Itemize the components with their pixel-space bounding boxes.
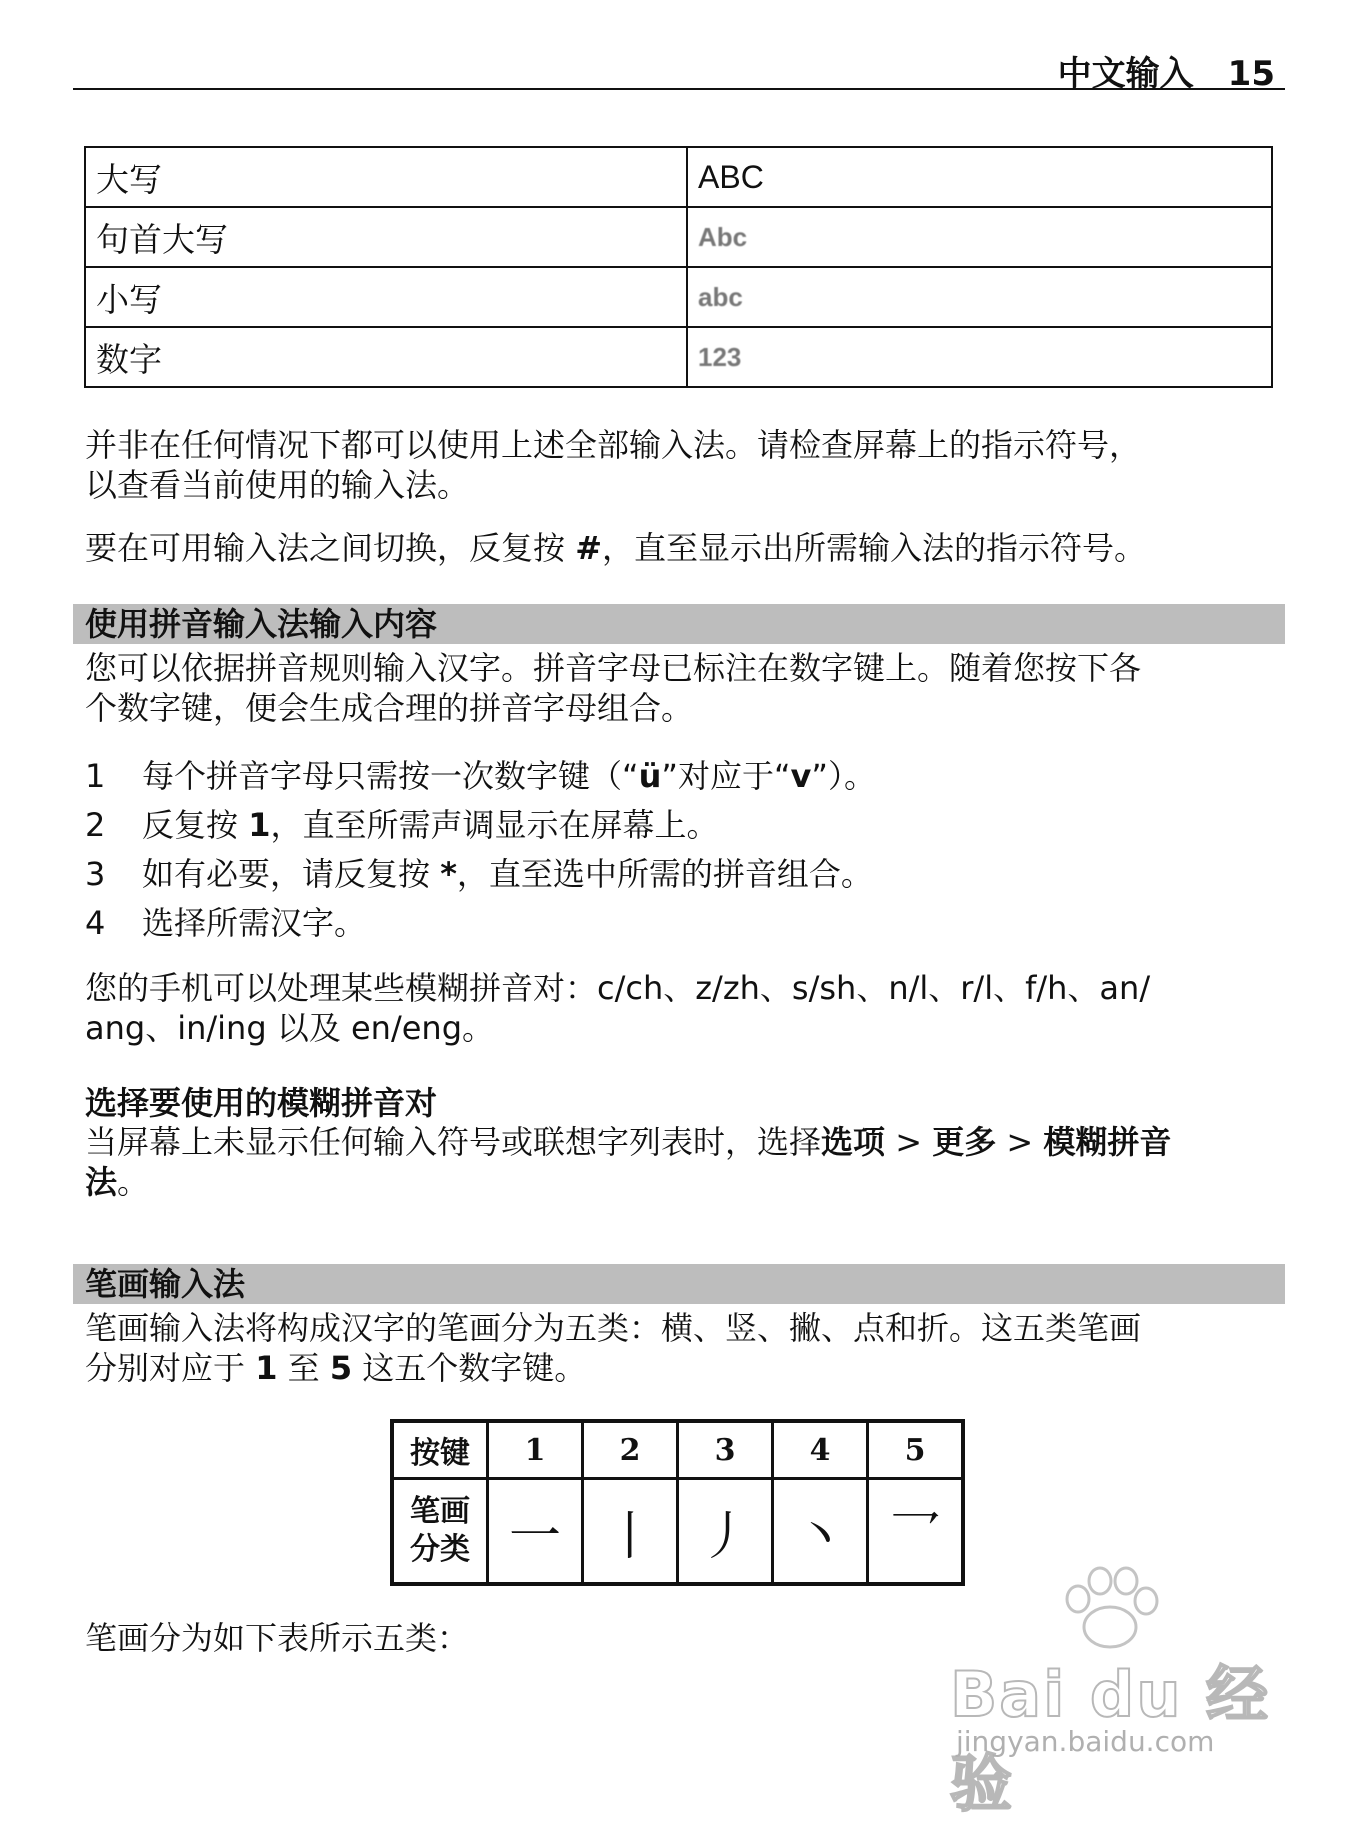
- key-cell: 1: [488, 1421, 583, 1479]
- stroke-key-table: [390, 1419, 965, 1586]
- mode-indicator: abc: [687, 267, 1272, 327]
- step-text: 选择所需汉字。: [142, 904, 367, 942]
- text-span: 当屏幕上未显示任何输入符号或联想字列表时，选择: [85, 1123, 822, 1161]
- text-span: 。: [117, 1163, 150, 1201]
- stroke-cell: 丶: [773, 1479, 868, 1585]
- text-line: 个数字键，便会生成合理的拼音字母组合。: [85, 689, 694, 727]
- mode-label: 大写: [85, 147, 687, 207]
- key-hash: #: [575, 529, 602, 567]
- menu-option-options: 选项: [821, 1123, 886, 1161]
- text-span: ”对应于“: [661, 757, 791, 795]
- stroke-section-title: 笔画输入法: [73, 1264, 1285, 1304]
- fuzzy-pinyin-note: [85, 968, 1285, 1048]
- stroke-header: [392, 1479, 488, 1585]
- text-span: 分别对应于: [85, 1349, 256, 1387]
- text-span: ”）。: [811, 757, 876, 795]
- stroke-closing: 笔画分为如下表所示五类：: [85, 1619, 470, 1657]
- header-title: 中文输入: [1057, 54, 1194, 94]
- step-text: [142, 854, 873, 894]
- step-number: 2: [85, 806, 106, 844]
- page-header: [73, 44, 1285, 94]
- table-row: [392, 1479, 963, 1585]
- pinyin-section-title: 使用拼音输入法输入内容: [73, 604, 1285, 644]
- bold-text: 1: [248, 806, 271, 844]
- bold-text: ü: [638, 757, 662, 795]
- switch-instructions: [85, 528, 1285, 568]
- watermark-url: jingyan.baidu.com: [956, 1725, 1215, 1758]
- paw-icon: [1050, 1565, 1170, 1655]
- stroke-header-line: 分类: [410, 1532, 470, 1567]
- step-text: [142, 756, 876, 796]
- text-line: [85, 1348, 1285, 1388]
- key-cell: 3: [678, 1421, 773, 1479]
- table-row: [85, 327, 1272, 387]
- text-span: 要在可用输入法之间切换，反复按: [85, 529, 576, 567]
- mode-indicator: Abc: [687, 207, 1272, 267]
- menu-separator: >: [996, 1123, 1044, 1161]
- mode-indicator: ABC: [687, 147, 1272, 207]
- list-item: [85, 756, 1265, 805]
- bold-text: 5: [329, 1349, 353, 1387]
- watermark-logo: Bai du 经验: [950, 1658, 1271, 1820]
- table-row: [392, 1421, 963, 1479]
- key-header: 按键: [392, 1421, 488, 1479]
- text-line: 您的手机可以处理某些模糊拼音对：c/ch、z/zh、s/sh、n/l、r/l、f/h、an/: [85, 969, 1151, 1007]
- step-text: [142, 805, 718, 845]
- bold-text: 1: [255, 1349, 278, 1387]
- text-span: 这五个数字键。: [352, 1349, 587, 1387]
- list-item: [85, 805, 1265, 854]
- menu-option-fuzzy-pinyin: 模糊拼音: [1043, 1123, 1172, 1161]
- baidu-watermark: [950, 1565, 1280, 1820]
- text-line: 以查看当前使用的输入法。: [85, 466, 470, 504]
- step-number: 3: [85, 855, 106, 893]
- menu-option-fuzzy-pinyin-tail: 法: [85, 1163, 118, 1201]
- header-text: [1058, 46, 1275, 95]
- key-cell: 4: [773, 1421, 868, 1479]
- text-span: 反复按: [142, 806, 249, 844]
- key-cell: 5: [868, 1421, 964, 1479]
- menu-separator: >: [885, 1123, 933, 1161]
- text-span: 至: [277, 1349, 330, 1387]
- text-line: 您可以依据拼音规则输入汉字。拼音字母已标注在数字键上。随着您按下各: [85, 649, 1142, 687]
- mode-indicator: 123: [687, 327, 1272, 387]
- text-line: 笔画输入法将构成汉字的笔画分为五类：横、竖、撇、点和折。这五类笔画: [85, 1309, 1142, 1347]
- text-span: 如有必要，请反复按: [142, 855, 441, 893]
- step-number: 1: [85, 757, 106, 795]
- mode-label: 小写: [85, 267, 687, 327]
- table-row: [85, 147, 1272, 207]
- text-line: [85, 1162, 1285, 1202]
- text-span: ，直至显示出所需输入法的指示符号。: [602, 529, 1147, 567]
- input-mode-table: [84, 146, 1273, 388]
- bold-text: v: [790, 757, 812, 795]
- stroke-cell: 丿: [678, 1479, 773, 1585]
- fuzzy-heading: 选择要使用的模糊拼音对: [85, 1084, 438, 1122]
- stroke-cell: 丨: [583, 1479, 678, 1585]
- pinyin-steps: [85, 756, 1265, 952]
- stroke-cell: 一: [488, 1479, 583, 1585]
- table-row: [85, 267, 1272, 327]
- text-line: ang、in/ing 以及 en/eng。: [85, 1009, 495, 1047]
- stroke-intro: [85, 1308, 1285, 1388]
- text-span: ，直至所需声调显示在屏幕上。: [270, 806, 719, 844]
- text-span: 每个拼音字母只需按一次数字键（“: [142, 757, 639, 795]
- availability-note: [85, 425, 1285, 505]
- page-number: 15: [1227, 54, 1275, 94]
- table-row: [85, 207, 1272, 267]
- stroke-cell: 乛: [868, 1479, 964, 1585]
- key-cell: 2: [583, 1421, 678, 1479]
- text-line: 并非在任何情况下都可以使用上述全部输入法。请检查屏幕上的指示符号，: [85, 426, 1142, 464]
- list-item: [85, 903, 1265, 952]
- pinyin-intro: [85, 648, 1285, 728]
- stroke-header-line: 笔画: [410, 1494, 470, 1529]
- fuzzy-instructions: [85, 1122, 1285, 1202]
- list-item: [85, 854, 1265, 903]
- mode-label: 句首大写: [85, 207, 687, 267]
- mode-label: 数字: [85, 327, 687, 387]
- step-number: 4: [85, 904, 106, 942]
- text-line: [85, 1122, 1285, 1162]
- menu-option-more: 更多: [932, 1123, 997, 1161]
- bold-text: *: [440, 855, 457, 893]
- text-span: ，直至选中所需的拼音组合。: [456, 855, 873, 893]
